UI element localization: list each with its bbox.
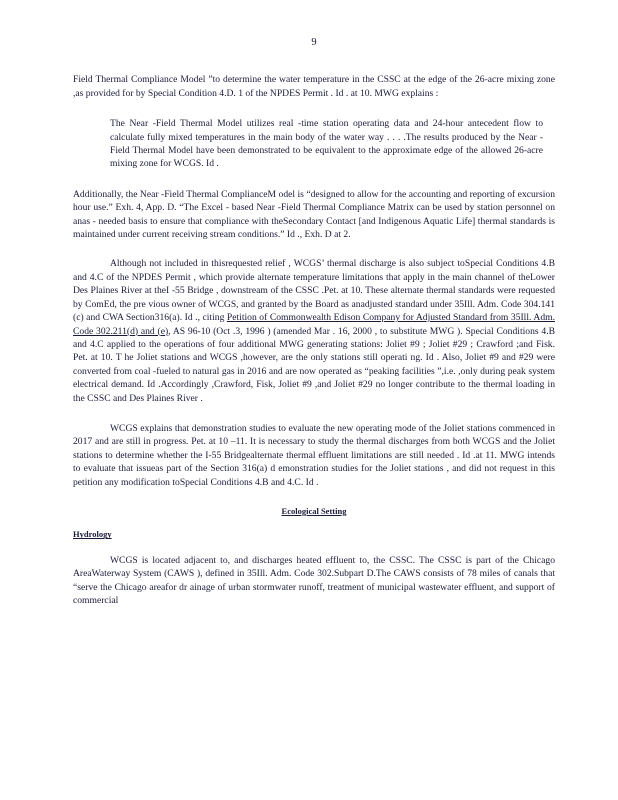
- heading-ecological-setting-text: Ecological Setting: [281, 505, 347, 516]
- paragraph-special-conditions: [73, 257, 555, 404]
- paragraph-model-description: Field Thermal Compliance Model ”to determine the water temperature in the CSSC at the edge of the 26-acre mixing zone ,as provided for by Special Condition 4.D. 1 of the NPDES Permit . Id . at 10. MWG explains :: [73, 74, 555, 99]
- block-quote: The Near -Field Thermal Model utilizes real -time station operating data and 24-hour antecedent flow to calculate fully mixed temperatures in the main body of the water way . . . .The results produced by the Near -Field Thermal Model have been demonstrated to be equivalent to the approximate edge of the allowed 26-acre mixing zone for WCGS. Id .: [110, 118, 543, 170]
- heading-hydrology: [73, 528, 555, 541]
- page-number: 9: [311, 37, 317, 48]
- special-conditions-text-end: , AS 96-10 (Oct .3, 1996 ) (amended Mar . 16, 2000 , to substitute MWG ). Special Conditions 4.B and 4.C applied to the operations of four additional MWG generating stations: Joliet #9 ; Joliet #29 ; Crawford ;and Fisk. Pet. at 10. T he Joliet stations and WCGS ,however, are the only stations still operati ng. Id . Also, Joliet #9 and #29 were converted from coal -fueled to natural gas in 2016 and are now operated as “peaking facilities ”,i.e. ,only during peak system electrical demand. Id .Accordingly ,Crawford, Fisk, Joliet #9 ,and Joliet #29 no longer contribute to the thermal loading in the CSSC and Des Plaines River .: [73, 325, 555, 404]
- heading-hydrology-text: Hydrology: [73, 529, 112, 540]
- heading-ecological-setting: [73, 505, 555, 518]
- case-citation: Petition of Commonwealth Edison Company for Adjusted Standard from 35Ill. Adm. Code 302.211(d) and (e): [73, 312, 555, 337]
- paragraph-excursion-accounting: Additionally, the Near -Field Thermal ComplianceM odel is “designed to allow for the accounting and reporting of excursion hour use.” Exh. 4, App. D. “The Excel - based Near -Field Thermal Compliance Matrix can be used by station personnel on anas - needed basis to ensure that compliance with theSecondary Contact [and Indigenous Aquatic Life] thermal standards is maintained under current receiving stream conditions.” Id ., Exh. D at 2.: [73, 188, 555, 241]
- paragraph-demonstration-studies: WCGS explains that demonstration studies to evaluate the new operating mode of the Joliet stations commenced in 2017 and are still in progress. Pet. at 10 –11. It is necessary to study the thermal discharges from both WCGS and the Joliet stations to determine whether the I-55 Bridgealternate thermal effluent limitations are still needed . Id .at 11. MWG intends to evaluate that issueas part of the Section 316(a) d emonstration studies for the Joliet stations , and did not request in this petition any modification toSpecial Conditions 4.B and 4.C. Id .: [73, 422, 555, 488]
- paragraph-hydrology: WCGS is located adjacent to, and discharges heated effluent to, the CSSC. The CSSC is part of the Chicago AreaWaterway System (CAWS ), defined in 35Ill. Adm. Code 302.Subpart D.The CAWS consists of 78 miles of canals that “serve the Chicago areafor dr ainage of urban stormwater runoff, treatment of municipal wastewater effluent, and support of commercial: [73, 554, 555, 606]
- special-conditions-text-start: Although not included in thisrequested relief , WCGS’ thermal discharge is also subject toSpecial Conditions 4.B and 4.C of the NPDES Permit , which provide alternate temperature limitations that apply in the main channel of theLower Des Plaines River at theI -55 Bridge , downstream of the CSSC .Pet. at 10. These alternate thermal standards were requested by ComEd, the pre vious owner of WCGS, and granted by the Board as anadjusted standard under 35Ill. Adm. Code 304.141 (c) and CWA Section316(a). Id ., citing: [73, 258, 555, 324]
